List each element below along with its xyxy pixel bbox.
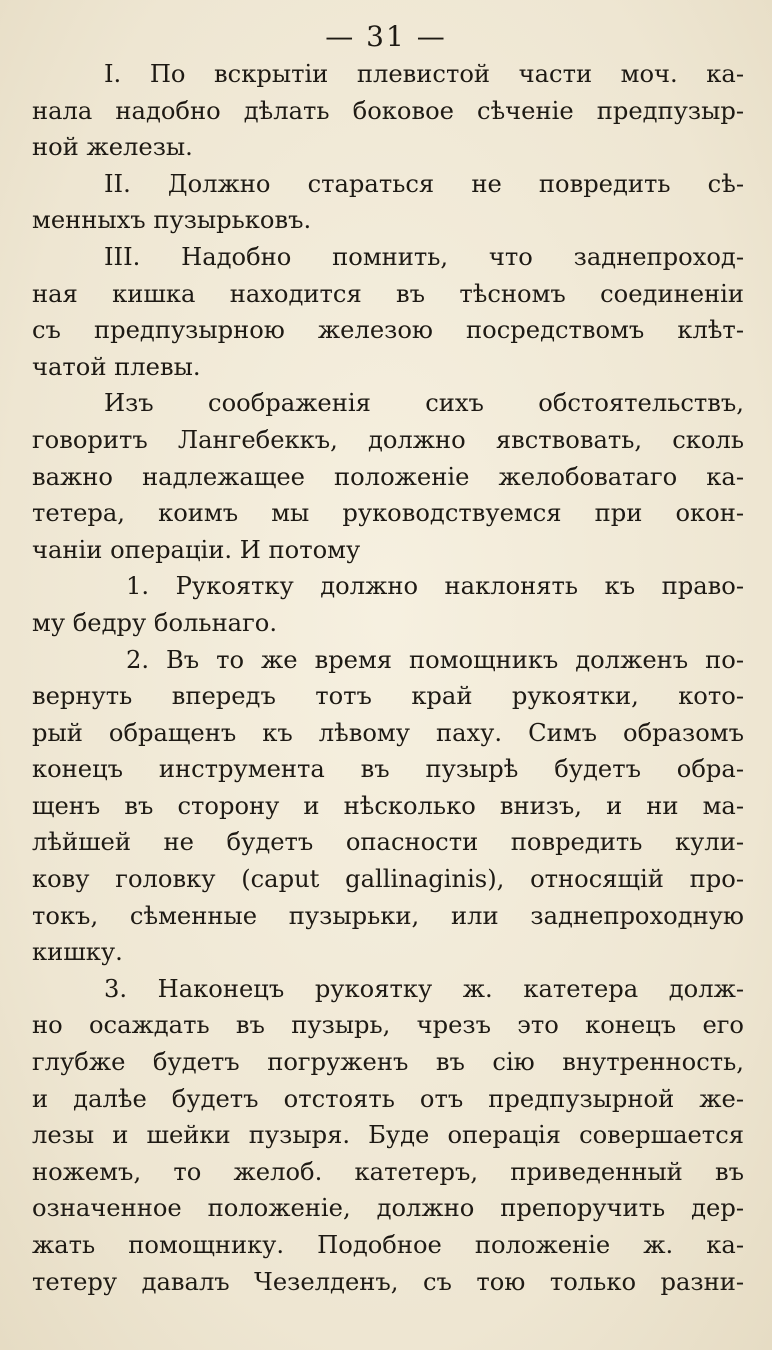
text-line: означенное положеніе, должно препоручить дер-: [32, 1194, 744, 1223]
text-line: 2. Въ то же время помощникъ долженъ по-: [126, 645, 744, 674]
text-line: тетеру давалъ Чезелденъ, съ тою только разни-: [32, 1267, 744, 1296]
text-line: но осаждать въ пузырь, чрезъ это конецъ его: [32, 1011, 744, 1040]
text-line: и далѣе будетъ отстоять отъ предпузырной же-: [32, 1084, 744, 1113]
text-line: чаніи операціи. И потому: [32, 535, 361, 564]
text-line: кишку.: [32, 938, 123, 967]
text-line: чатой плевы.: [32, 352, 201, 381]
body-text: [32, 56, 744, 1300]
text-line: рый обращенъ къ лѣвому паху. Симъ образомъ: [32, 718, 744, 747]
text-line: III. Надобно помнить, что заднепроход-: [104, 242, 744, 271]
text-line: ной железы.: [32, 133, 193, 162]
text-line: конецъ инструмента въ пузырѣ будетъ обра-: [32, 755, 744, 784]
text-line: ножемъ, то желоб. катетеръ, приведенный въ: [32, 1157, 744, 1186]
text-line: менныхъ пузырьковъ.: [32, 206, 312, 235]
text-line: нала надобно дѣлать боковое сѣченіе предпузыр-: [32, 96, 744, 125]
text-line: важно надлежащее положеніе желобоватаго ка-: [32, 462, 744, 491]
text-line: лѣйшей не будетъ опасности повредить кули-: [32, 828, 744, 857]
text-line: II. Должно стараться не повредить сѣ-: [104, 169, 744, 198]
page-number: — 31 —: [325, 20, 447, 53]
text-line: 1. Рукоятку должно наклонять къ право-: [126, 572, 744, 601]
text-line: говоритъ Лангебеккъ, должно явствовать, сколь: [32, 425, 744, 454]
text-line: щенъ въ сторону и нѣсколько внизъ, и ни ма-: [32, 791, 744, 820]
text-line: тетера, коимъ мы руководствуемся при окон-: [32, 499, 744, 528]
text-line: ная кишка находится въ тѣсномъ соединеніи: [32, 279, 744, 308]
text-line: кову головку (caput gallinaginis), относящій про-: [32, 865, 744, 894]
text-line: глубже будетъ погруженъ въ сію внутренность,: [32, 1048, 744, 1077]
text-line: лезы и шейки пузыря. Буде операція совершается: [32, 1121, 744, 1150]
text-line: вернуть впередъ тотъ край рукоятки, кото-: [32, 682, 744, 711]
text-line: съ предпузырною железою посредствомъ клѣт-: [32, 316, 744, 345]
text-line: му бедру больнаго.: [32, 608, 278, 637]
text-line: 3. Наконецъ рукоятку ж. катетера долж-: [104, 974, 744, 1003]
text-line: I. По вскрытіи плевистой части моч. ка-: [104, 60, 744, 88]
text-line: жать помощнику. Подобное положеніе ж. ка-: [32, 1231, 744, 1259]
text-line: Изъ соображенія сихъ обстоятельствъ,: [104, 389, 744, 418]
text-line: токъ, сѣменные пузырьки, или заднепроходную: [32, 901, 744, 930]
